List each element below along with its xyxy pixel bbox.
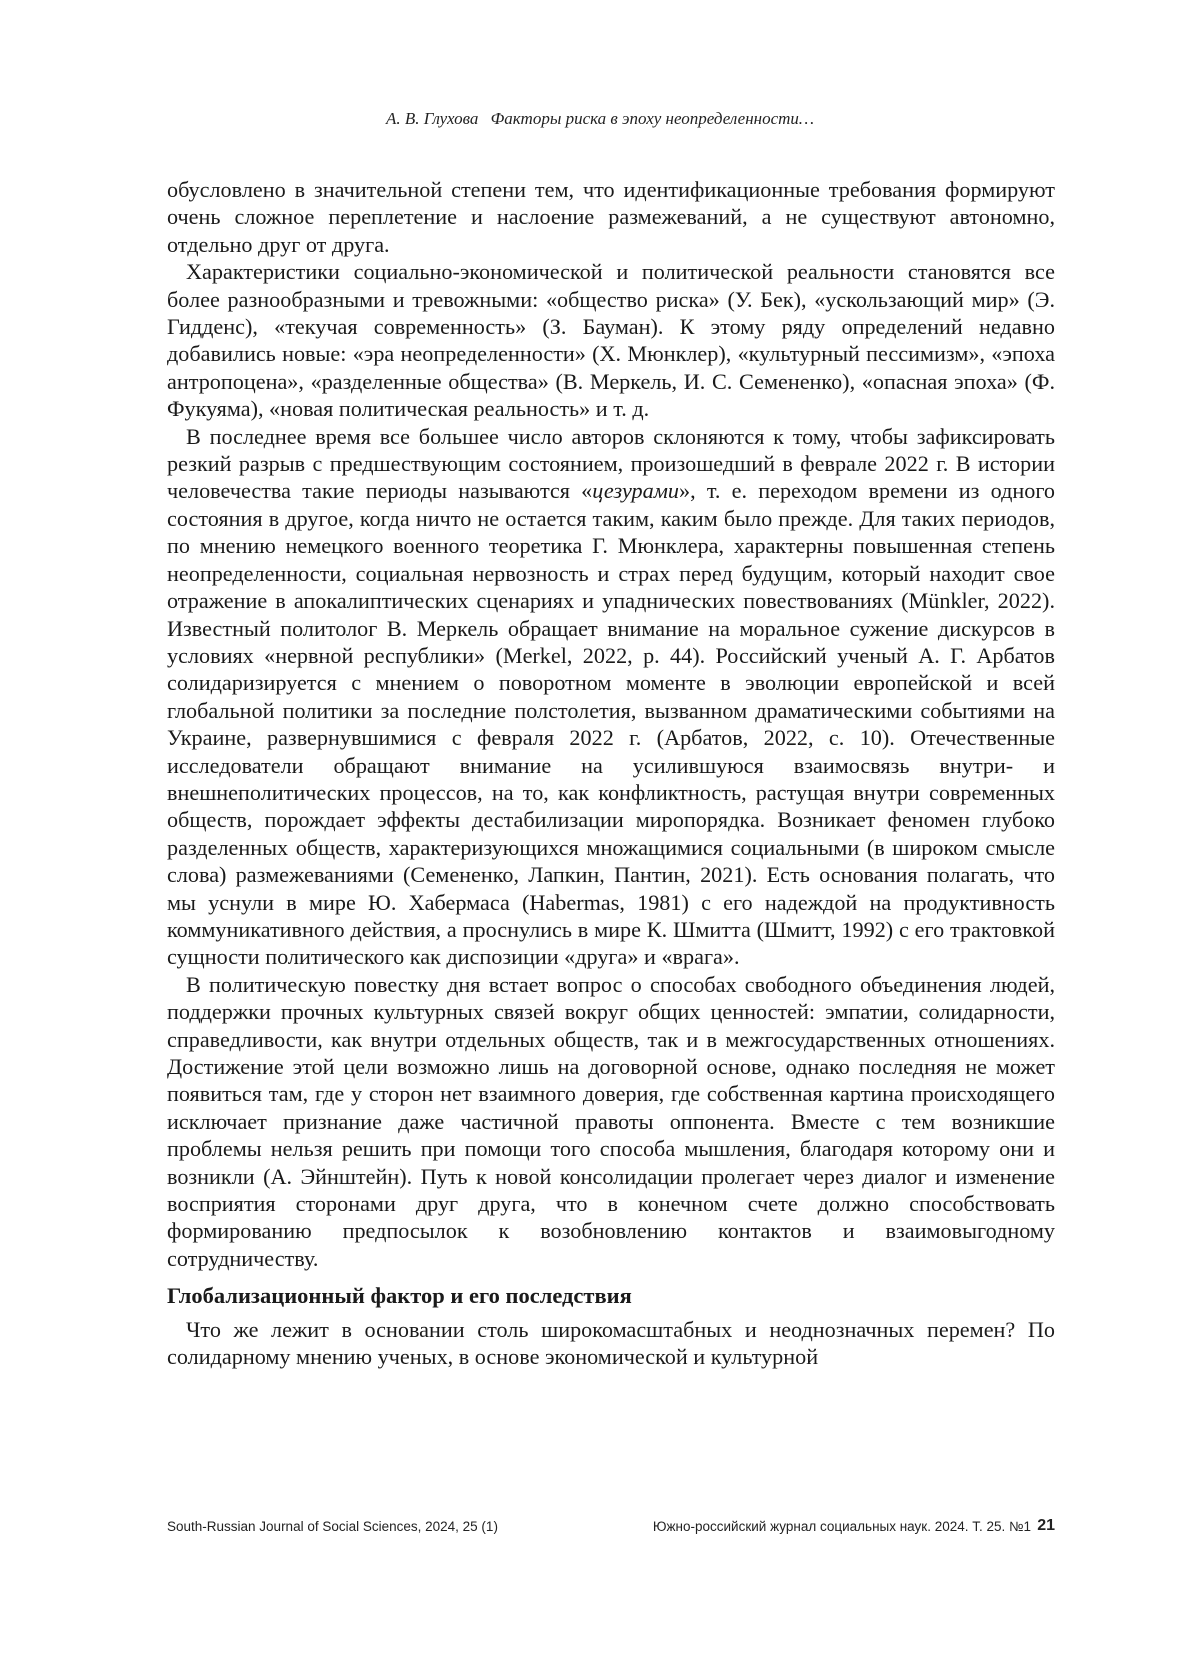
paragraph: Что же лежит в основании столь широкомасштабных и неоднозначных перемен? По солидарному мнению ученых, в основе экономической и культурной: [167, 1316, 1055, 1370]
section-heading: Глобализационный фактор и его последствия: [167, 1283, 632, 1309]
running-head-author: А. В. Глухова: [385, 109, 479, 128]
article-body: [167, 176, 1055, 1370]
footer-journal-en: South-Russian Journal of Social Sciences, 2024, 25 (1): [167, 1519, 498, 1534]
footer-journal-ru: Южно-российский журнал социальных наук. 2024. Т. 25. №1: [652, 1519, 1031, 1534]
paragraph: [167, 423, 1055, 971]
paragraph-text: В последнее время все большее число авторов склоняются к тому, чтобы зафиксировать резкий разрыв с предшествующим состоянием, произошедший в феврале 2022 г. В истории человечества такие периоды называются «: [167, 423, 1055, 504]
paragraph-text: », т. е. переходом времени из одного состояния в другое, когда ничто не остается таким, каким было прежде. Для таких периодов, по мнению немецкого военного теоретика Г. Мюнклера, характерны повышенная степень неопределенности, социальная нервозность и страх перед будущим, который находит свое отражение в апокалиптических сценариях и упаднических повествованиях (Münkler, 2022). Известный политолог В. Меркель обращает внимание на моральное сужение дискурсов в условиях «нервной республики» (Merkel, 2022, p. 44). Российский ученый А. Г. Арбатов солидаризируется с мнением о поворотном моменте в эволюции европейской и всей глобальной политики за последние полстолетия, вызванном драматическими событиями на Украине, развернувшимися с февраля 2022 г. (Арбатов, 2022, с. 10). Отечественные исследователи обращают внимание на усилившуюся взаимосвязь внутри- и внешнеполитических процессов, на то, как конфликтность, растущая внутри современных обществ, порождает эффекты дестабилизации миропорядка. Возникает феномен глубоко разделенных обществ, характеризующихся множащимися социальными (в широком смысле слова) размежеваниями (Семененко, Лапкин, Пантин, 2021). Есть основания полагать, что мы уснули в мире Ю. Хабермаса (Habermas, 1981) с его надеждой на продуктивность коммуникативного действия, а проснулись в мире К. Шмитта (Шмитт, 1992) с его трактовкой сущности политического как диспозиции «друга» и «врага».: [167, 478, 1055, 970]
running-head: [0, 109, 1200, 129]
running-head-title: Факторы риска в эпоху неопределенности…: [490, 109, 815, 128]
paragraph: Характеристики социально-экономической и политической реальности становятся все более разнообразными и тревожными: «общество риска» (У. Бек), «ускользающий мир» (Э. Гидденс), «текучая современность» (З. Бауман). К этому ряду определений недавно добавились новые: «эра неопределенности» (Х. Мюнклер), «культурный пессимизм», «эпоха антропоцена», «разделенные общества» (В. Меркель, И. С. Семененко), «опасная эпоха» (Ф. Фукуяма), «новая политическая реальность» и т. д.: [167, 259, 1055, 422]
emphasized-term: цезурами: [592, 478, 679, 504]
paragraph: В политическую повестку дня встает вопрос о способах свободного объединения людей, поддержки прочных культурных связей вокруг общих ценностей: эмпатии, солидарности, справедливости, как внутри отдельных обществ, так и в межгосударственных отношениях. Достижение этой цели возможно лишь на договорной основе, однако последняя не может появиться там, где у сторон нет взаимного доверия, где собственная картина происходящего исключает признание даже частичной правоты оппонента. Вместе с тем возникшие проблемы нельзя решить при помощи того способа мышления, благодаря которому они и возникли (А. Эйнштейн). Путь к новой консолидации пролегает через диалог и изменение восприятия сторонами друг друга, что в конечном счете должно способствовать формированию предпосылок к возобновлению контактов и взаимовыгодному сотрудничеству.: [167, 971, 1055, 1271]
page-number: 21: [1037, 1517, 1055, 1534]
paragraph-continuation: обусловлено в значительной степени тем, что идентификационные требования формируют очень сложное переплетение и наслоение размежеваний, а не существуют автономно, отдельно друг от друга.: [167, 177, 1055, 257]
